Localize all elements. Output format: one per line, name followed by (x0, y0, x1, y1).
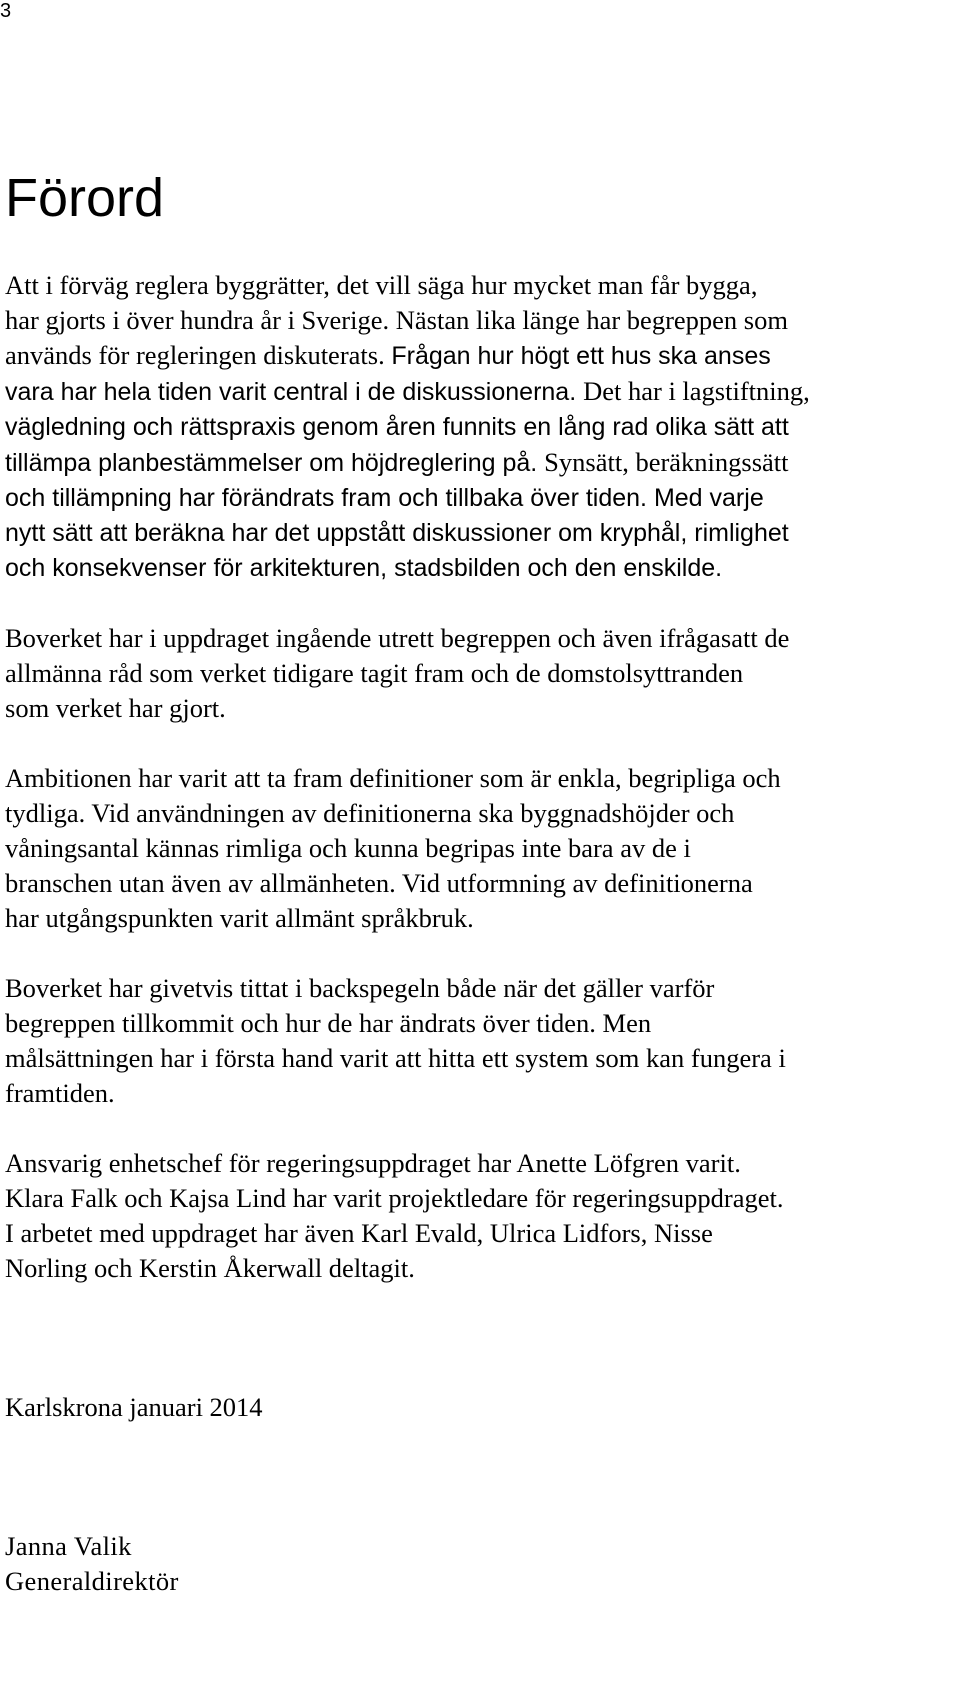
paragraph-history (5, 971, 950, 1111)
text-line: har gjorts i över hundra år i Sverige. Nästan lika länge har begreppen som (5, 305, 788, 335)
text-segment: används för regleringen diskuterats. (5, 340, 392, 370)
place-date (5, 1390, 950, 1425)
text-line: vägledning och rättspraxis genom åren funnits en lång rad olika sätt att (5, 413, 789, 441)
text-line: Ansvarig enhetschef för regeringsuppdraget har Anette Löfgren varit. (5, 1148, 741, 1178)
text-segment: Frågan hur högt ett hus ska anses (391, 342, 771, 370)
page-number: 3 (0, 0, 12, 22)
document-body (5, 268, 950, 1599)
text-line: framtiden. (5, 1078, 115, 1108)
text-line (5, 481, 950, 516)
text-line: målsättningen har i första hand varit att hitta ett system som kan fungera i (5, 1043, 786, 1073)
text-line: Boverket har i uppdraget ingående utrett begreppen och även ifrågasatt de (5, 623, 790, 653)
text-segment: Med varje (653, 484, 764, 512)
paragraph-team (5, 1146, 950, 1286)
text-line: som verket har gjort. (5, 693, 226, 723)
text-segment: tillämpa planbestämmelser om höjdreglering på. (5, 449, 545, 477)
paragraph-intro (5, 268, 950, 586)
text-line: Boverket har givetvis tittat i backspegeln både när det gäller varför (5, 973, 715, 1003)
text-line: nytt sätt att beräkna har det uppstått diskussioner om kryphål, rimlighet (5, 519, 789, 547)
text-line: våningsantal kännas rimliga och kunna begripas inte bara av de i (5, 833, 691, 863)
text-line: Norling och Kerstin Åkerwall deltagit. (5, 1253, 415, 1283)
text-line: har utgångspunkten varit allmänt språkbruk. (5, 903, 474, 933)
text-segment: Synsätt, beräkningssätt (544, 447, 789, 477)
text-line: Klara Falk och Kajsa Lind har varit projektledare för regeringsuppdraget. (5, 1183, 784, 1213)
signature-block (5, 1529, 950, 1599)
paragraph-spacer (5, 586, 950, 621)
text-line: allmänna råd som verket tidigare tagit fram och de domstolsyttranden (5, 658, 744, 688)
paragraph-spacer (5, 1286, 950, 1390)
text-segment: vara har hela tiden varit central i de diskussionerna. (5, 378, 584, 406)
signature-role: Generaldirektör (5, 1566, 179, 1596)
paragraph-spacer (5, 726, 950, 761)
text-line (5, 338, 950, 374)
text-line: begreppen tillkommit och hur de har ändrats över tiden. Men (5, 1008, 652, 1038)
paragraph-spacer (5, 1425, 950, 1529)
text-line: Att i förväg reglera byggrätter, det vill säga hur mycket man får bygga, (5, 270, 758, 300)
text-line: och konsekvenser för arkitekturen, stadsbilden och den enskilde. (5, 554, 723, 582)
text-line: I arbetet med uppdraget har även Karl Evald, Ulrica Lidfors, Nisse (5, 1218, 713, 1248)
text-line (5, 445, 950, 481)
paragraph-investigation (5, 621, 950, 726)
signature-name: Janna Valik (5, 1531, 132, 1561)
text-line: branschen utan även av allmänheten. Vid utformning av definitionerna (5, 868, 753, 898)
paragraph-spacer (5, 936, 950, 971)
text-segment: och tillämpning har förändrats fram och tillbaka över tiden. (5, 484, 654, 512)
text-segment: Det har i lagstiftning, (583, 376, 810, 406)
page-title: Förord (5, 168, 165, 228)
text-line: Karlskrona januari 2014 (5, 1392, 263, 1422)
text-line: Ambitionen har varit att ta fram definitioner som är enkla, begripliga och (5, 763, 781, 793)
text-line (5, 374, 950, 410)
paragraph-spacer (5, 1111, 950, 1146)
text-line: tydliga. Vid användningen av definitionerna ska byggnadshöjder och (5, 798, 735, 828)
paragraph-ambition (5, 761, 950, 936)
